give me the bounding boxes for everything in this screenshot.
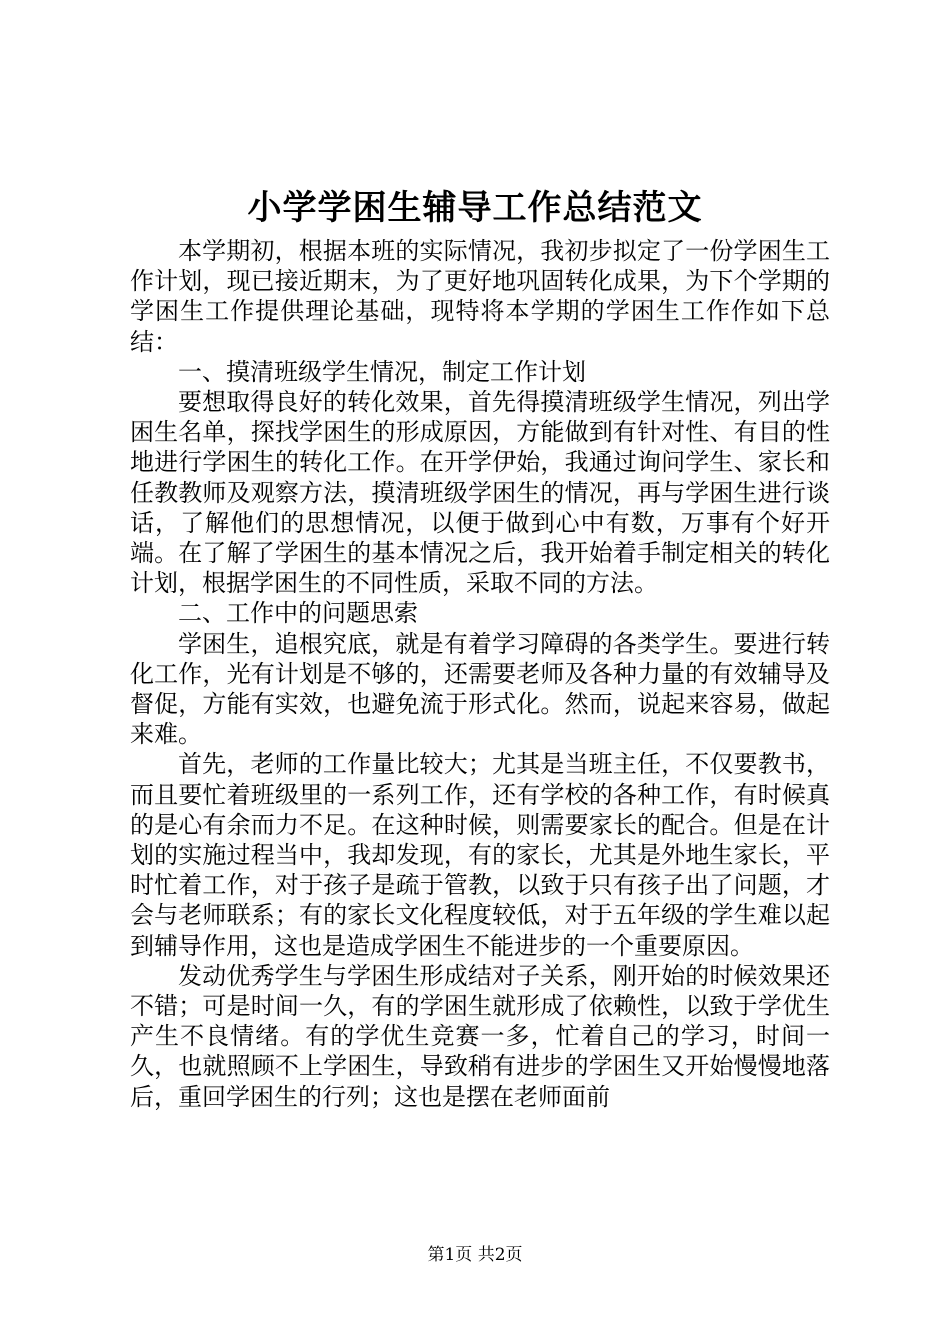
- paragraph-section-2a: 学困生，追根究底，就是有着学习障碍的各类学生。要进行转化工作，光有计划是不够的，还需要老师及各种力量的有效辅导及督促，方能有实效，也避免流于形式化。然而，说起来容易，做起来难。: [130, 629, 830, 749]
- document-title: 小学学困生辅导工作总结范文: [247, 188, 703, 228]
- paragraph-section-1: 要想取得良好的转化效果，首先得摸清班级学生情况，列出学困生名单，探找学困生的形成原因，方能做到有针对性、有目的性地进行学困生的转化工作。在开学伊始，我通过询问学生、家长和任教教师及观察方法，摸清班级学困生的情况，再与学困生进行谈话，了解他们的思想情况，以便于做到心中有数，万事有个好开端。在了解了学困生的基本情况之后，我开始着手制定相关的转化计划，根据学困生的不同性质，采取不同的方法。: [130, 388, 830, 598]
- paragraph-section-2b: 首先，老师的工作量比较大；尤其是当班主任，不仅要教书，而且要忙着班级里的一系列工作，还有学校的各种工作，有时候真的是心有余而力不足。在这种时候，则需要家长的配合。但是在计划的实施过程当中，我却发现，有的家长，尤其是外地生家长，平时忙着工作，对于孩子是疏于管教，以致于只有孩子出了问题，才会与老师联系；有的家长文化程度较低，对于五年级的学生难以起到辅导作用，这也是造成学困生不能进步的一个重要原因。: [130, 750, 830, 960]
- paragraph-intro: 本学期初，根据本班的实际情况，我初步拟定了一份学困生工作计划，现已接近期末，为了更好地巩固转化成果，为下个学期的学困生工作提供理论基础，现特将本学期的学困生工作作如下总结：: [130, 237, 830, 356]
- section-heading-2: 二、工作中的问题思索: [178, 599, 418, 628]
- paragraph-section-2c: 发动优秀学生与学困生形成结对子关系，刚开始的时候效果还不错；可是时间一久，有的学困生就形成了依赖性，以致于学优生产生不良情绪。有的学优生竞赛一多，忙着自己的学习，时间一久，也就照顾不上学困生，导致稍有进步的学困生又开始慢慢地落后，重回学困生的行列；这也是摆在老师面前: [130, 961, 830, 1111]
- section-heading-1: 一、摸清班级学生情况，制定工作计划: [178, 357, 586, 386]
- document-body: [130, 236, 830, 1112]
- page-number-footer: 第1页 共2页: [427, 1245, 523, 1265]
